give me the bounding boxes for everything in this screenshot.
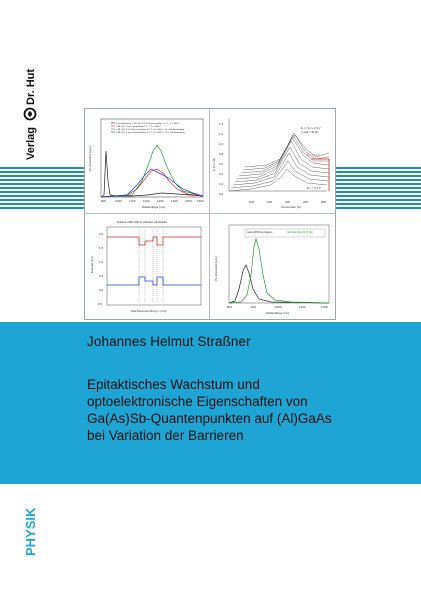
band-diagram xyxy=(87,215,207,319)
pl-spectra-xtick: 1200 xyxy=(143,199,150,203)
pl-spectra-xtick: 1300 xyxy=(157,199,164,203)
pl-legend-entry: 2 ML QD, 3 nm Pumpentiefe 1:1, T_S = 530°C xyxy=(116,126,162,128)
pl2-xtick: 1000 xyxy=(275,305,282,309)
pl-legend-entry: 2 ML QD, 3 nm Flussverhältnis 1:1, T_S = 530°C, 2,5 s GS-Ausheilung xyxy=(116,132,185,134)
waterfall-ytick: 0,6 xyxy=(219,162,224,166)
book-title-line: optoelektronische Eigenschaften von xyxy=(87,394,308,409)
series-label-text: PHYSIK xyxy=(23,507,38,556)
pl-spectra-xtick: 1600 xyxy=(197,199,204,203)
pl-legend-entry: 2 ML QD, 3,0 h Flussverhältnis 1:1, T_S = 510°C, 15 s GS-Ausheilung xyxy=(116,129,185,131)
waterfall-ytick: 0,2 xyxy=(219,182,224,186)
publisher-name-part2: Dr. Hut xyxy=(25,68,37,105)
band-ylabel: Energie [eV] xyxy=(90,256,94,273)
pl2-xtick: 800 xyxy=(227,305,233,309)
pl-spectra-2-chart xyxy=(211,215,335,319)
waterfall-xtick: 250 xyxy=(303,200,309,204)
pl2-xtick: 1200 xyxy=(321,305,328,309)
pl2-legend-entry: Al0.1Ga0.9As-QD (5 ML) xyxy=(287,232,313,234)
pl2-xtick: 1100 xyxy=(299,305,306,309)
pl-spectra-xtick: 1400 xyxy=(171,199,178,203)
waterfall-annotation: f_mod = 40 Hz xyxy=(301,131,318,134)
waterfall-annotation: E_i = 0,2 V xyxy=(307,154,320,157)
waterfall-xtick: 150 xyxy=(267,200,273,204)
waterfall-ytick: 0,4 xyxy=(219,172,224,176)
pl-spectra-xtick: 1000 xyxy=(115,199,122,203)
pl-spectra-chart xyxy=(87,111,207,211)
waterfall-xtick: 300 xyxy=(321,200,327,204)
band-xlabel: Wachstumsrichtung z [nm] xyxy=(131,309,167,313)
waterfall-ytick: 0,0 xyxy=(219,192,224,196)
pl2-xlabel: Wellenlänge [nm] xyxy=(266,311,290,315)
pl-spectra-xtick: 900 xyxy=(101,199,107,203)
pl-spectra-xlabel: Wellenlänge [nm] xyxy=(142,205,166,209)
publisher-name-part1: Verlag xyxy=(25,126,37,160)
author-name: Johannes Helmut Straßner xyxy=(87,334,251,349)
waterfall-ylabel: E [V] / ΔE xyxy=(212,157,216,171)
waterfall-annotation: E_i = E_i + 0,3 V xyxy=(301,127,321,130)
band-ytick: 2,0 xyxy=(99,232,104,236)
book-title-line: Ga(As)Sb-Quantenpunkten auf (Al)GaAs xyxy=(87,411,332,426)
series-label xyxy=(22,498,38,558)
waterfall-ytick: 1,0 xyxy=(219,142,224,146)
waterfall-xtick: 200 xyxy=(285,200,291,204)
pl2-xtick: 900 xyxy=(251,305,257,309)
waterfall-xlabel: Temperatur [K] xyxy=(281,205,301,209)
band-ytick: -0,5 xyxy=(97,302,103,306)
pl-legend-entry: Laser-Referenz, 1 ML QD, 3,0 h Flussverhältnis 1:1, T_S = 530°C xyxy=(116,123,180,125)
publisher-logo xyxy=(4,55,44,165)
band-ytick: 1,5 xyxy=(99,246,104,250)
waterfall-ytick: 0,8 xyxy=(219,152,224,156)
waterfall-ytick: 1,4 xyxy=(219,122,224,126)
band-diagram-title: GaAs1-xSbx QD in AlxGa1-xAs/GaAs xyxy=(117,220,168,224)
pl2-ylabel: PL-Intensität [w.E.] xyxy=(214,255,218,281)
book-title xyxy=(87,376,332,444)
waterfall-xtick: 100 xyxy=(249,200,255,204)
waterfall-annotation: E_i = -0,7 V xyxy=(307,187,321,190)
pl-spectra-ylabel: PL-Intensität [w.E.] xyxy=(88,145,92,171)
book-title-line: bei Variation der Barrieren xyxy=(87,428,244,443)
waterfall-chart xyxy=(211,111,335,211)
pl-spectra-xtick: 1500 xyxy=(185,199,192,203)
band-ytick: 0,5 xyxy=(99,274,104,278)
band-ytick: 1,0 xyxy=(99,260,104,264)
pl2-legend-entry: GaAs-QD/Pump-Kappen xyxy=(247,232,273,234)
book-title-line: Epitaktisches Wachstum und xyxy=(87,377,260,392)
pl-spectra-xtick: 1100 xyxy=(129,199,136,203)
waterfall-ytick: 1,2 xyxy=(219,132,224,136)
cover-figure-collage xyxy=(84,108,336,320)
band-ytick: 0,0 xyxy=(99,288,104,292)
